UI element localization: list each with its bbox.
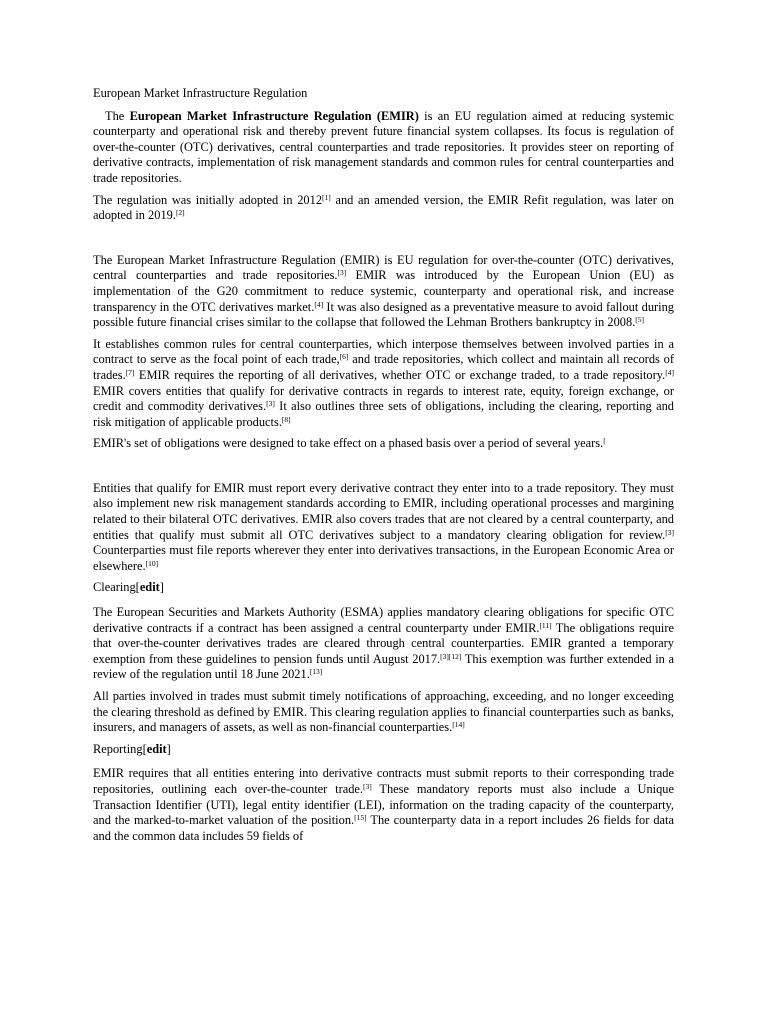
intro-paragraph-1: The European Market Infrastructure Regulation (EMIR) is an EU regulation aimed at reducing systemic counterparty and operational risk and thereby prevent future financial system collapses. Its focus is regulation of over-the-counter (OTC) derivatives, central counterparties and trade repositories. It provides steer on reporting of derivative contracts, implementation of risk management standards and common rules for central counterparties and trade repositories. — [93, 108, 674, 185]
citation-link[interactable]: [7] — [125, 367, 135, 377]
citation-link[interactable]: [8] — [281, 414, 291, 424]
citation-link[interactable]: [11] — [539, 620, 552, 630]
citation-link[interactable]: [13] — [309, 667, 323, 677]
overview-paragraph-2: It establishes common rules for central counterparties, which interpose themselves between involved parties in a contract to serve as the focal point of each trade,[6] and trade repositories, which collect and maintain all records of trades.[7] EMIR requires the reporting of all derivatives, whether OTC or exchange traded, to a trade repository.[4] EMIR covers entities that qualify for derivative contracts in regards to interest rate, equity, foreign exchange, or credit and commodity derivatives.[3] It also outlines three sets of obligations, including the clearing, reporting and risk mitigation of applicable products.[8] — [93, 336, 674, 429]
reporting-paragraph-1: EMIR requires that all entities entering into derivative contracts must submit reports to their corresponding trade repositories, outlining each over-the-counter trade.[3] These mandatory reports must also include a Unique Transaction Identifier (UTI), legal entity identifier (LEI), information on the trading capacity of the counterparty, and the marked-to-market valuation of the position.[15] The counterparty data in a report includes 26 fields for data and the common data includes 59 fields of — [93, 766, 674, 843]
citation-link[interactable]: [10] — [145, 558, 159, 568]
overview-paragraph-1: The European Market Infrastructure Regulation (EMIR) is EU regulation for over-the-counter (OTC) derivatives, central counterparties and trade repositories.[3] EMIR was introduced by the European Union (EU) as implementation of the G20 commitment to reduce systemic, counterparty and operational risk, and increase transparency in the OTC derivatives market.[4] It was also designed as a preventative measure to avoid fallout during possible future financial crises similar to the collapse that followed the Lehman Brothers bankruptcy in 2008.[5] — [93, 252, 674, 330]
document-title: European Market Infrastructure Regulation — [93, 86, 308, 100]
clearing-heading: Clearing[edit] — [93, 580, 164, 595]
emir-abbreviation: (EMIR) — [376, 108, 419, 123]
citation-link[interactable]: [12] — [448, 651, 462, 661]
document-page — [93, 86, 674, 844]
clearing-paragraph-1: The European Securities and Markets Authority (ESMA) applies mandatory clearing obligations for specific OTC derivative contracts if a contract has been assigned a central counterparty under EMIR.[11] The obligations require that over-the-counter derivatives trades are cleared through central counterparties. EMIR granted a temporary exemption from these guidelines to pension funds until August 2017.[3][12] This exemption was further extended in a review of the regulation until 18 June 2021.[13] — [93, 605, 674, 682]
citation-link[interactable]: [15] — [354, 813, 367, 823]
intro-paragraph-2: The regulation was initially adopted in 2012[1] and an amended version, the EMIR Refit regulation, was later on adopted in 2019.[2] — [93, 192, 674, 223]
citation-link[interactable]: [3] — [363, 781, 372, 791]
citation-link[interactable]: [3] — [266, 399, 275, 409]
overview-paragraph-3: EMIR's set of obligations were designed to take effect on a phased basis over a period of several years.[ — [93, 436, 606, 451]
citation-link[interactable]: [6] — [339, 352, 349, 362]
citation-link[interactable]: [ — [603, 436, 606, 446]
citation-link[interactable]: [4] — [665, 367, 674, 377]
citation-link[interactable]: [4] — [314, 299, 324, 309]
citation-link[interactable]: [5] — [635, 315, 645, 325]
citation-link[interactable]: [1] — [322, 192, 331, 202]
citation-link[interactable]: [3] — [337, 268, 347, 278]
citation-link[interactable]: [3] — [665, 527, 674, 537]
clearing-edit-link[interactable]: edit — [139, 580, 160, 595]
reporting-heading: Reporting[edit] — [93, 741, 171, 756]
citation-link[interactable]: [14] — [452, 720, 465, 730]
overview-paragraph-4: Entities that qualify for EMIR must report every derivative contract they enter into to a trade repository. They must also implement new risk management standards according to EMIR, including operational processes and margining related to their bilateral OTC derivatives. EMIR also covers trades that are not cleared by a central counterparty, and entities that qualify must submit all OTC derivatives subject to a mandatory clearing obligation for review.[3] Counterparties must file reports wherever they enter into derivatives transactions, in the European Economic Area or elsewhere.[10] — [93, 480, 674, 573]
emir-full-name: European Market Infrastructure Regulation — [129, 108, 372, 123]
citation-link[interactable]: [2] — [175, 208, 185, 218]
reporting-edit-link[interactable]: edit — [146, 741, 167, 756]
clearing-paragraph-2: All parties involved in trades must submit timely notifications of approaching, exceeding, and no longer exceeding the clearing threshold as defined by EMIR. This clearing regulation applies to financial counterparties such as banks, insurers, and managers of assets, as well as non-financial counterparties.[14] — [93, 689, 674, 735]
citation-link[interactable]: [3] — [440, 651, 449, 661]
